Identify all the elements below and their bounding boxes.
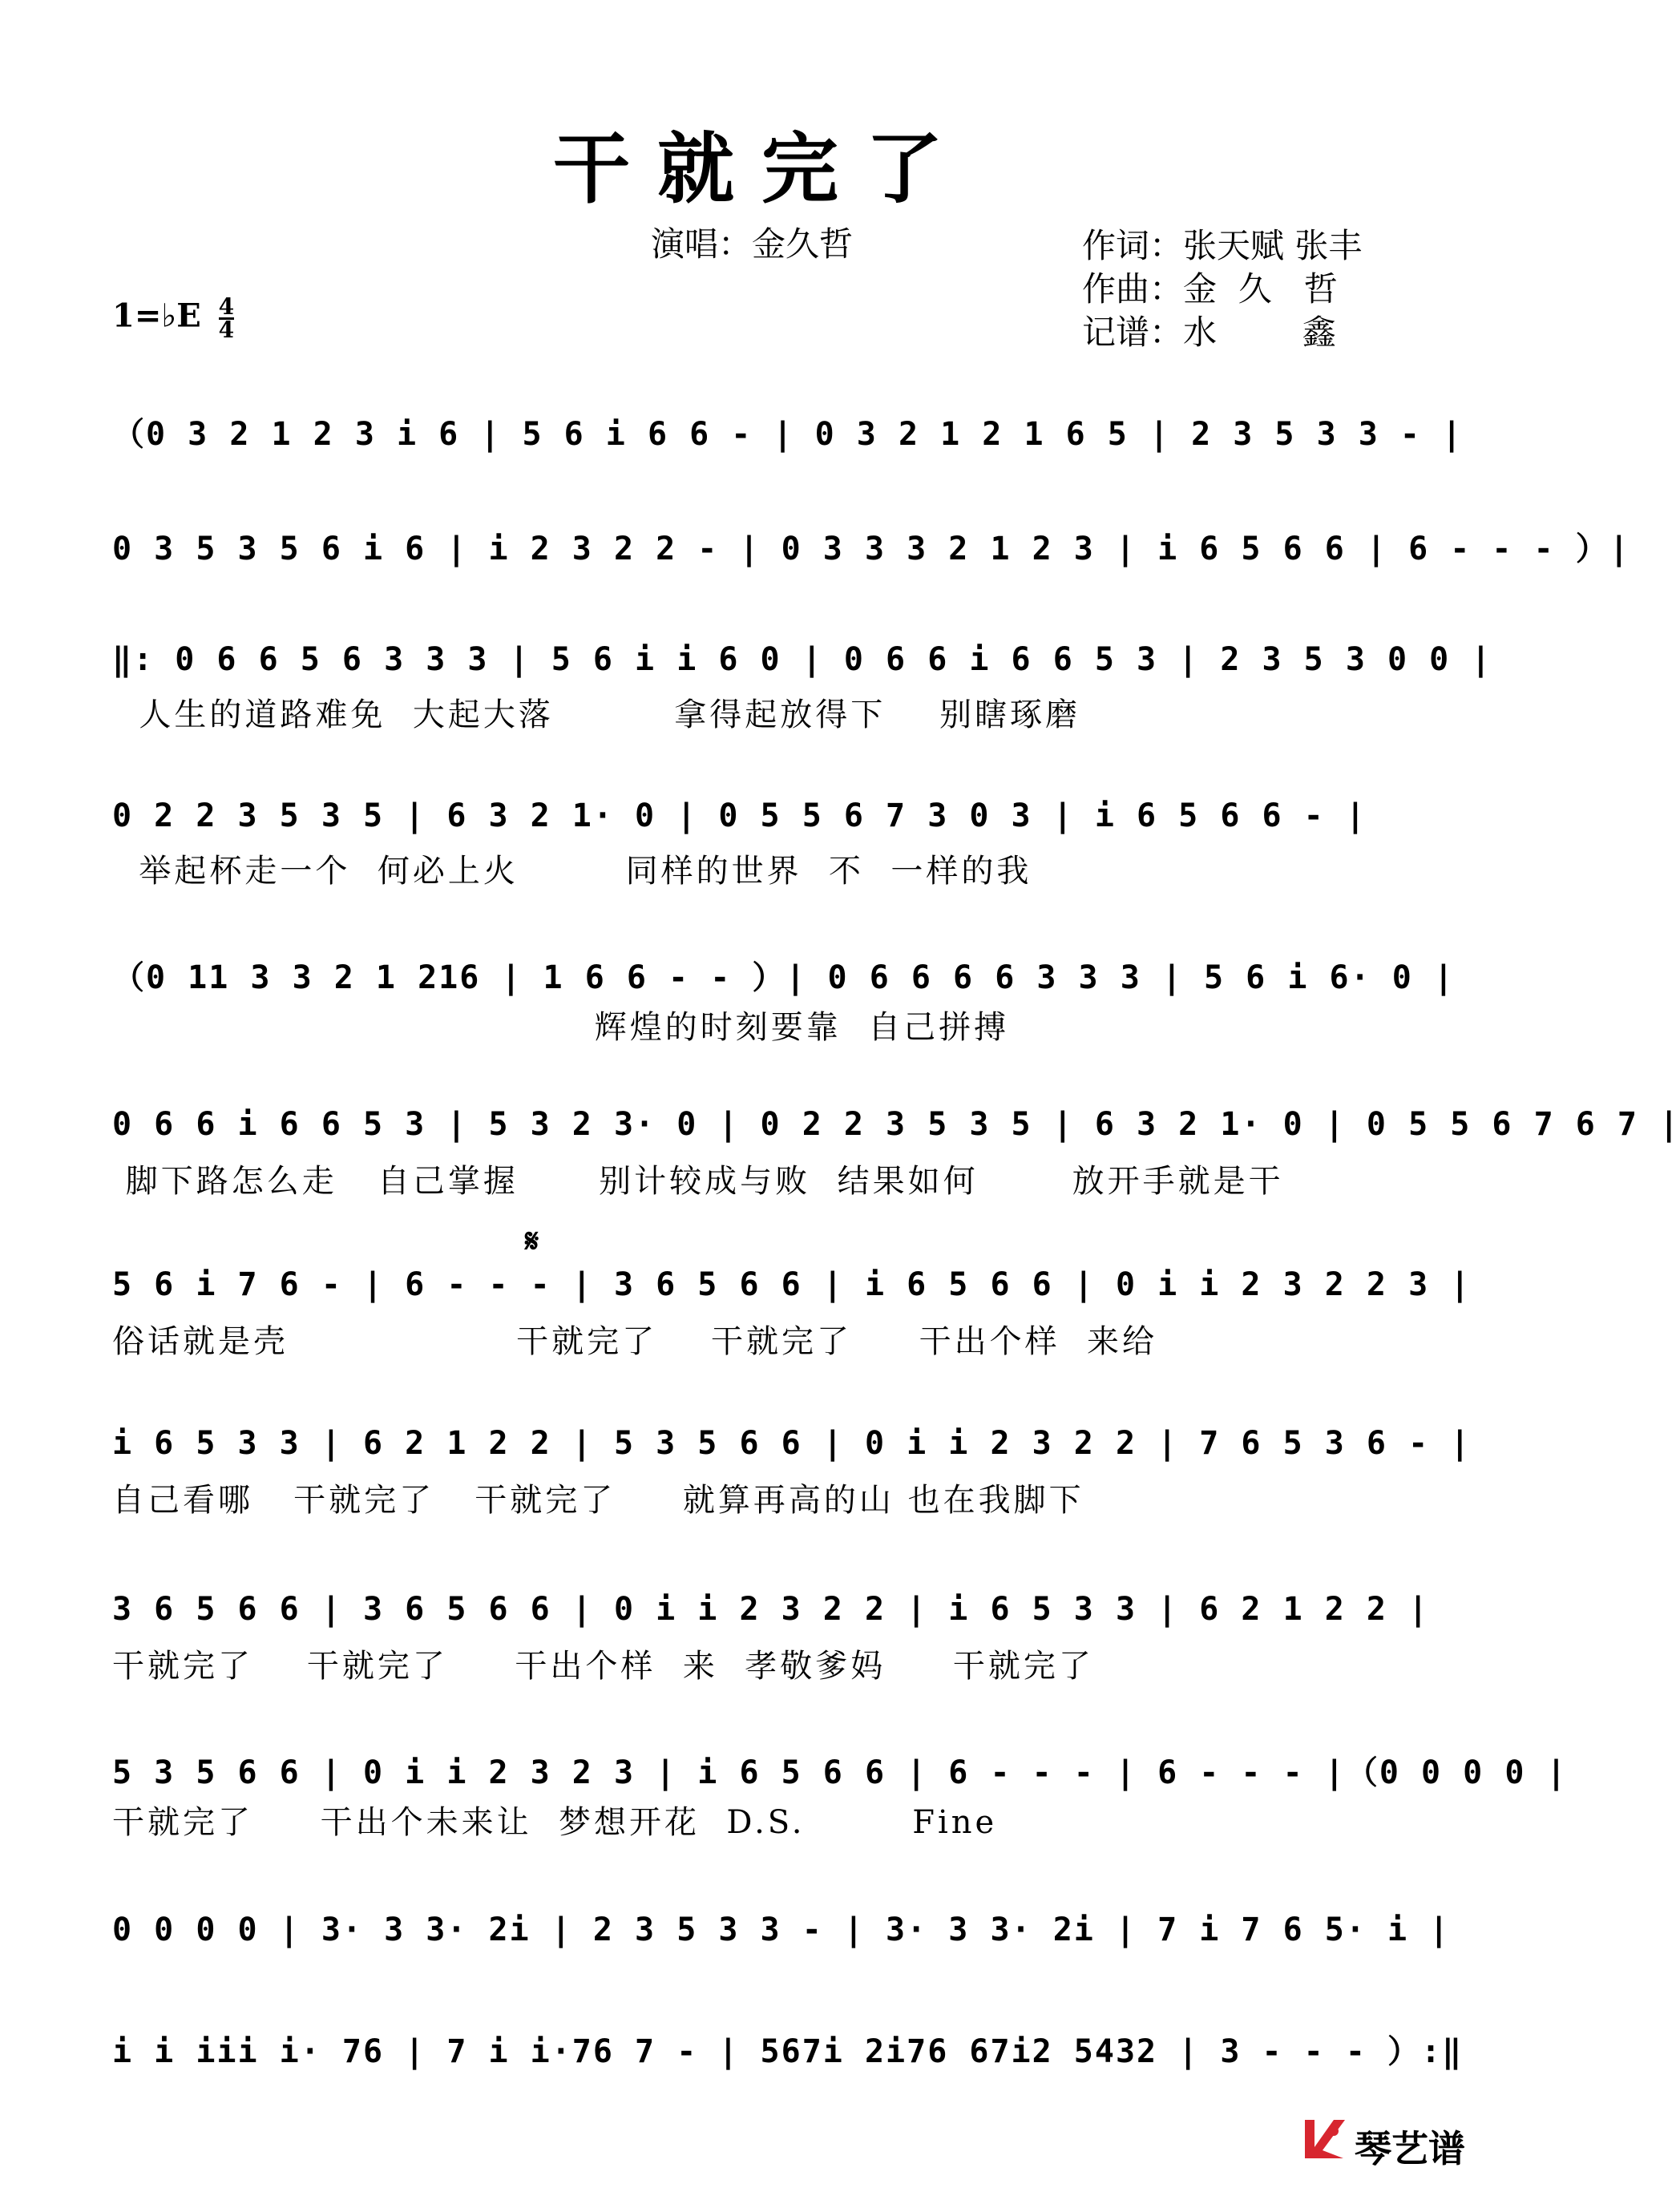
notes-row-9: 3 6 5 6 6 | 3 6 5 6 6 | 0 i i 2 3 2 2 | i 6 5 3 3 | 6 2 1 2 2 | — [112, 1591, 1430, 1628]
transcriber-credit: 记谱：水 鑫 — [1082, 313, 1336, 352]
lyrics-row-8: 自己看哪 干就完了 干就完了 就算再高的山 也在我脚下 — [112, 1482, 1084, 1519]
time-signature — [218, 293, 235, 343]
lyrics-row-3: 人生的道路难免 大起大落 拿得起放得下 别瞎琢磨 — [112, 696, 1081, 733]
notes-row-1: （0 3 2 1 2 3 i 6 | 5 6 i 6 6 - | 0 3 2 1 2 1 6 5 | 2 3 5 3 3 - | — [112, 416, 1464, 453]
lyrics-row-6: 脚下路怎么走 自己掌握 别计较成与败 结果如何 放开手就是干 — [112, 1163, 1284, 1200]
composer-credit: 作曲：金 久 哲 — [1082, 269, 1338, 309]
singer-credit: 演唱：金久哲 — [651, 224, 854, 264]
page-title: 干就完了 — [553, 123, 970, 214]
credits — [1082, 224, 1362, 354]
segno-mark: 𝄋 — [525, 1222, 539, 1260]
lyrics-row-9: 干就完了 干就完了 干出个样 来 孝敬爹妈 干就完了 — [112, 1648, 1094, 1685]
time-denominator: 4 — [218, 317, 235, 343]
lyrics-row-5: 辉煌的时刻要靠 自己拼搏 — [112, 1009, 1010, 1046]
notes-row-5: （0 11 3 3 2 1 216 | 1 6 6 - - ）| 0 6 6 6 6 3 3 3 | 5 6 i 6· 0 | — [112, 959, 1456, 996]
watermark-text: 琴艺谱 — [1355, 2127, 1465, 2170]
notes-row-2: 0 3 5 3 5 6 i 6 | i 2 3 2 2 - | 0 3 3 3 2 1 2 3 | i 6 5 6 6 | 6 - - - ）| — [112, 531, 1630, 567]
key-label: 1=♭E — [112, 297, 201, 335]
notes-row-6: 0 6 6 i 6 6 5 3 | 5 3 2 3· 0 | 0 2 2 3 5 3 5 | 6 3 2 1· 0 | 0 5 5 6 7 6 7 | — [112, 1106, 1680, 1143]
notes-row-12: i i iii i· 76 | 7 i i·76 7 - | 567i 2i76 67i2 5432 | 3 - - - ）:‖ — [112, 2033, 1464, 2070]
key-signature — [112, 293, 235, 343]
notes-row-3: ‖: 0 6 6 5 6 3 3 3 | 5 6 i i 6 0 | 0 6 6 i 6 6 5 3 | 2 3 5 3 0 0 | — [112, 641, 1492, 678]
lyricist-credit: 作词：张天赋 张丰 — [1082, 226, 1363, 265]
notes-row-10: 5 3 5 6 6 | 0 i i 2 3 2 3 | i 6 5 6 6 | 6 - - - | 6 - - - |（0 0 0 0 | — [112, 1754, 1568, 1791]
lyrics-row-7: 俗话就是壳 干就完了 干就完了 干出个样 来给 — [112, 1323, 1158, 1360]
notes-row-4: 0 2 2 3 5 3 5 | 6 3 2 1· 0 | 0 5 5 6 7 3 0 3 | i 6 5 6 6 - | — [112, 797, 1367, 834]
notes-row-8: i 6 5 3 3 | 6 2 1 2 2 | 5 3 5 6 6 | 0 i i 2 3 2 2 | 7 6 5 3 6 - | — [112, 1425, 1472, 1462]
lyrics-row-4: 举起杯走一个 何必上火 同样的世界 不 一样的我 — [112, 853, 1032, 890]
lyrics-row-10: 干就完了 干出个未来让 梦想开花 D.S. Fine — [112, 1804, 998, 1841]
time-numerator: 4 — [218, 293, 235, 320]
notes-row-7: 5 6 i 7 6 - | 6 - - - | 3 6 5 6 6 | i 6 5 6 6 | 0 i i 2 3 2 2 3 | — [112, 1266, 1472, 1303]
notes-row-11: 0 0 0 0 | 3· 3 3· 2i | 2 3 5 3 3 - | 3· 3 3· 2i | 7 i 7 6 5· i | — [112, 1911, 1451, 1948]
